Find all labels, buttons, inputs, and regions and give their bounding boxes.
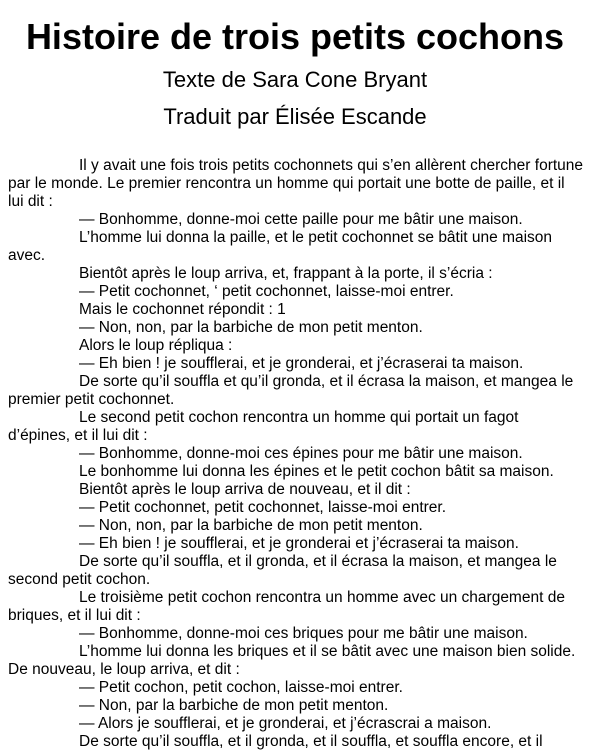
translator-line: Traduit par Élisée Escande xyxy=(163,104,427,129)
paragraph: Le second petit cochon rencontra un homme qui portait un fagot d’épines, et il lui dit : xyxy=(8,409,519,444)
paragraph: Il y avait une fois trois petits cochonnets qui s’en allèrent chercher fortune par le monde. Le premier rencontra un homme qui portait une botte de paille, et il lui dit : xyxy=(8,157,584,210)
paragraph: De sorte qu’il souffla, et il gronda, et il écrasa la maison, et mangea le second petit cochon. xyxy=(8,553,557,588)
paragraph: — Non, non, par la barbiche de mon petit menton. xyxy=(79,319,423,336)
paragraph: — Bonhomme, donne-moi ces épines pour me bâtir une maison. xyxy=(79,445,523,462)
paragraph: — Eh bien ! je soufflerai, et je gronderai, et j’écraserai ta maison. xyxy=(79,355,524,372)
paragraph: — Alors je soufflerai, et je gronderai, et j’écrascrai a maison. xyxy=(79,715,492,732)
paragraph: — Eh bien ! je soufflerai, et je gronderai et j’écraserai ta maison. xyxy=(79,535,519,552)
author-line: Texte de Sara Cone Bryant xyxy=(162,67,428,92)
paragraph: L’homme lui donna la paille, et le petit cochonnet se bâtit une maison avec. xyxy=(8,229,553,264)
paragraph: Le troisième petit cochon rencontra un homme avec un chargement de briques, et il lui dit : xyxy=(8,589,565,624)
paragraph: — Bonhomme, donne-moi ces briques pour me bâtir une maison. xyxy=(79,625,528,642)
paragraph: Bientôt après le loup arriva de nouveau, et il dit : xyxy=(79,481,411,498)
paragraph: De sorte qu’il souffla, et il gronda, et il souffla, et souffla encore, et il xyxy=(79,733,543,750)
document-title: Histoire de trois petits cochons xyxy=(25,16,565,57)
paragraph: L’homme lui donna les briques et il se bâtit avec une maison bien solide. De nouveau, le loup arriva, et dit : xyxy=(8,643,576,678)
paragraph: — Petit cochon, petit cochon, laisse-moi entrer. xyxy=(79,679,403,696)
paragraph: — Petit cochonnet, petit cochonnet, laisse-moi entrer. xyxy=(79,499,447,516)
paragraph: Le bonhomme lui donna les épines et le petit cochon bâtit sa maison. xyxy=(79,463,554,480)
paragraph: Bientôt après le loup arriva, et, frappant à la porte, il s’écria : xyxy=(79,265,493,282)
paragraph: Mais le cochonnet répondit : 1 xyxy=(79,301,286,318)
paragraph: — Petit cochonnet, ‘ petit cochonnet, laisse-moi entrer. xyxy=(79,283,454,300)
paragraph: De sorte qu’il souffla et qu’il gronda, et il écrasa la maison, et mangea le premier petit cochonnet. xyxy=(8,373,574,408)
paragraph: Alors le loup répliqua : xyxy=(79,337,233,354)
story-body xyxy=(8,157,584,750)
paragraph: — Non, par la barbiche de mon petit menton. xyxy=(79,697,389,714)
paragraph: — Non, non, par la barbiche de mon petit menton. xyxy=(79,517,423,534)
paragraph: — Bonhomme, donne-moi cette paille pour me bâtir une maison. xyxy=(79,211,523,228)
